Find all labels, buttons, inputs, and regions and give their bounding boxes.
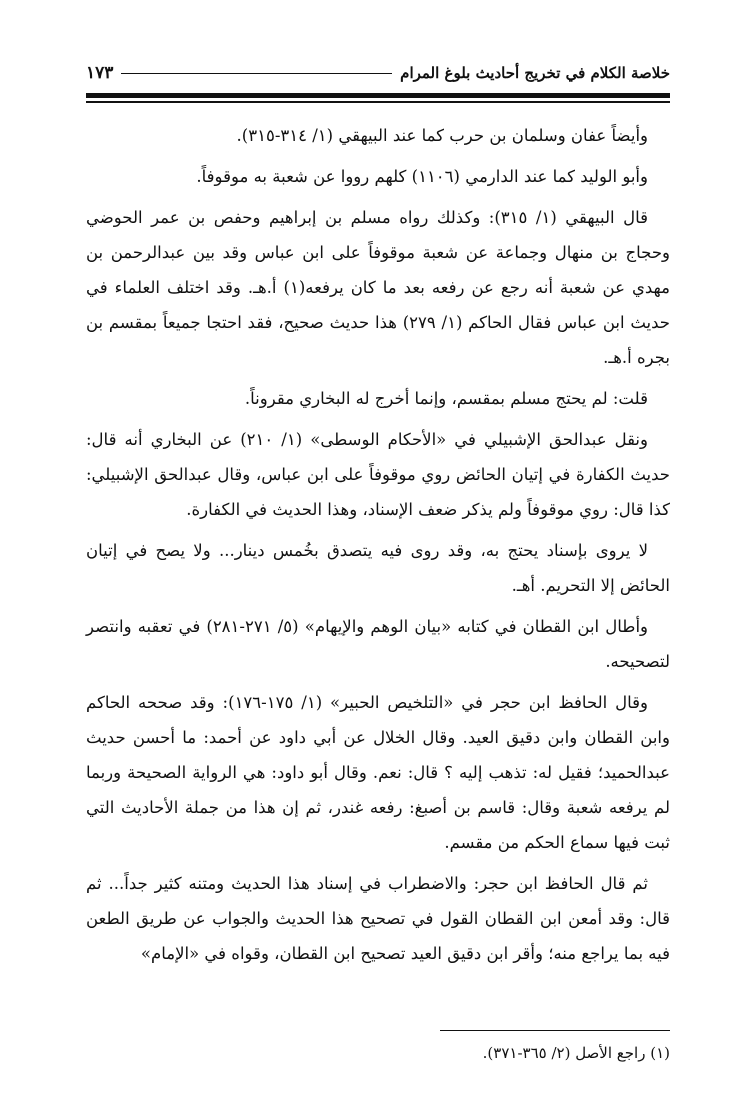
- footnote: (١) راجع الأصل (٢/ ٣٦٥-٣٧١).: [482, 1044, 670, 1062]
- header-rule: [121, 73, 392, 74]
- paragraph: وأطال ابن القطان في كتابه «بيان الوهم والإيهام» (٥/ ٢٧١-٢٨١) في تعقبه وانتصر لتصحيحه.: [86, 617, 670, 671]
- header-double-rule: [86, 93, 670, 103]
- page-header: [86, 58, 670, 88]
- running-title: خلاصة الكلام في تخريج أحاديث بلوغ المرام: [400, 64, 670, 82]
- paragraph: قال البيهقي (١/ ٣١٥): وكذلك رواه مسلم بن إبراهيم وحفص بن عمر الحوضي وحجاج بن منهال وجماعة عن شعبة موقوفاً على ابن عباس وقد بين عبدالرحمن بن مهدي عن شعبة أنه رجع عن رفعه بعد ما كان يرفعه(١) أ.هـ. وقد اختلف العلماء في حديث ابن عباس فقال الحاكم (١/ ٢٧٩) هذا حديث صحيح، فقد احتجا جميعاً بمقسم بن بجره أ.هـ.: [86, 208, 671, 367]
- paragraph: وقال الحافظ ابن حجر في «التلخيص الحبير» (١/ ١٧٥-١٧٦): وقد صححه الحاكم وابن القطان وابن دقيق العيد. وقال الخلال عن أبي داود عن أحمد: ما أحسن حديث عبدالحميد؛ فقيل له: تذهب إليه ؟ قال: نعم. وقال أبو داود: هي الرواية الصحيحة وربما لم يرفعه شعبة وقال: قاسم بن أصبغ: رفعه غندر، ثم إن هذا من جملة الأحاديث التي ثبت فيها سماع الحكم من مقسم.: [86, 693, 670, 852]
- paragraph: ثم قال الحافظ ابن حجر: والاضطراب في إسناد هذا الحديث ومتنه كثير جداً... ثم قال: وقد أمعن ابن القطان القول في تصحيح هذا الحديث والجواب عن طريق الطعن فيه بما يراجع منه؛ وأقر ابن دقيق العيد تصحيح ابن القطان، وقواه في «الإمام»: [86, 874, 670, 963]
- header-thick-rule: [86, 93, 670, 98]
- paragraph: وأيضاً عفان وسلمان بن حرب كما عند البيهقي (١/ ٣١٤-٣١٥).: [236, 126, 648, 145]
- page-body: [86, 118, 670, 977]
- paragraph: لا يروى بإسناد يحتج به، وقد روى فيه يتصدق بخُمس دينار... ولا يصح في إتيان الحائض إلا التحريم. أهـ.: [86, 541, 670, 595]
- header-thin-rule: [86, 101, 670, 103]
- paragraph: ونقل عبدالحق الإشبيلي في «الأحكام الوسطى» (١/ ٢١٠) عن البخاري أنه قال: حديث الكفارة في إتيان الحائض روي موقوفاً على ابن عباس، وقال عبدالحق الإشبيلي: كذا قال: روي موقوفاً ولم يذكر ضعف الإسناد، وهذا الحديث في الكفارة.: [86, 430, 670, 519]
- page-number: ١٧٣: [86, 63, 114, 83]
- footnote-separator: [440, 1030, 670, 1031]
- paragraph: قلت: لم يحتج مسلم بمقسم، وإنما أخرج له البخاري مقروناً.: [244, 389, 648, 408]
- paragraph: وأبو الوليد كما عند الدارمي (١١٠٦) كلهم رووا عن شعبة به موقوفاً.: [196, 167, 648, 186]
